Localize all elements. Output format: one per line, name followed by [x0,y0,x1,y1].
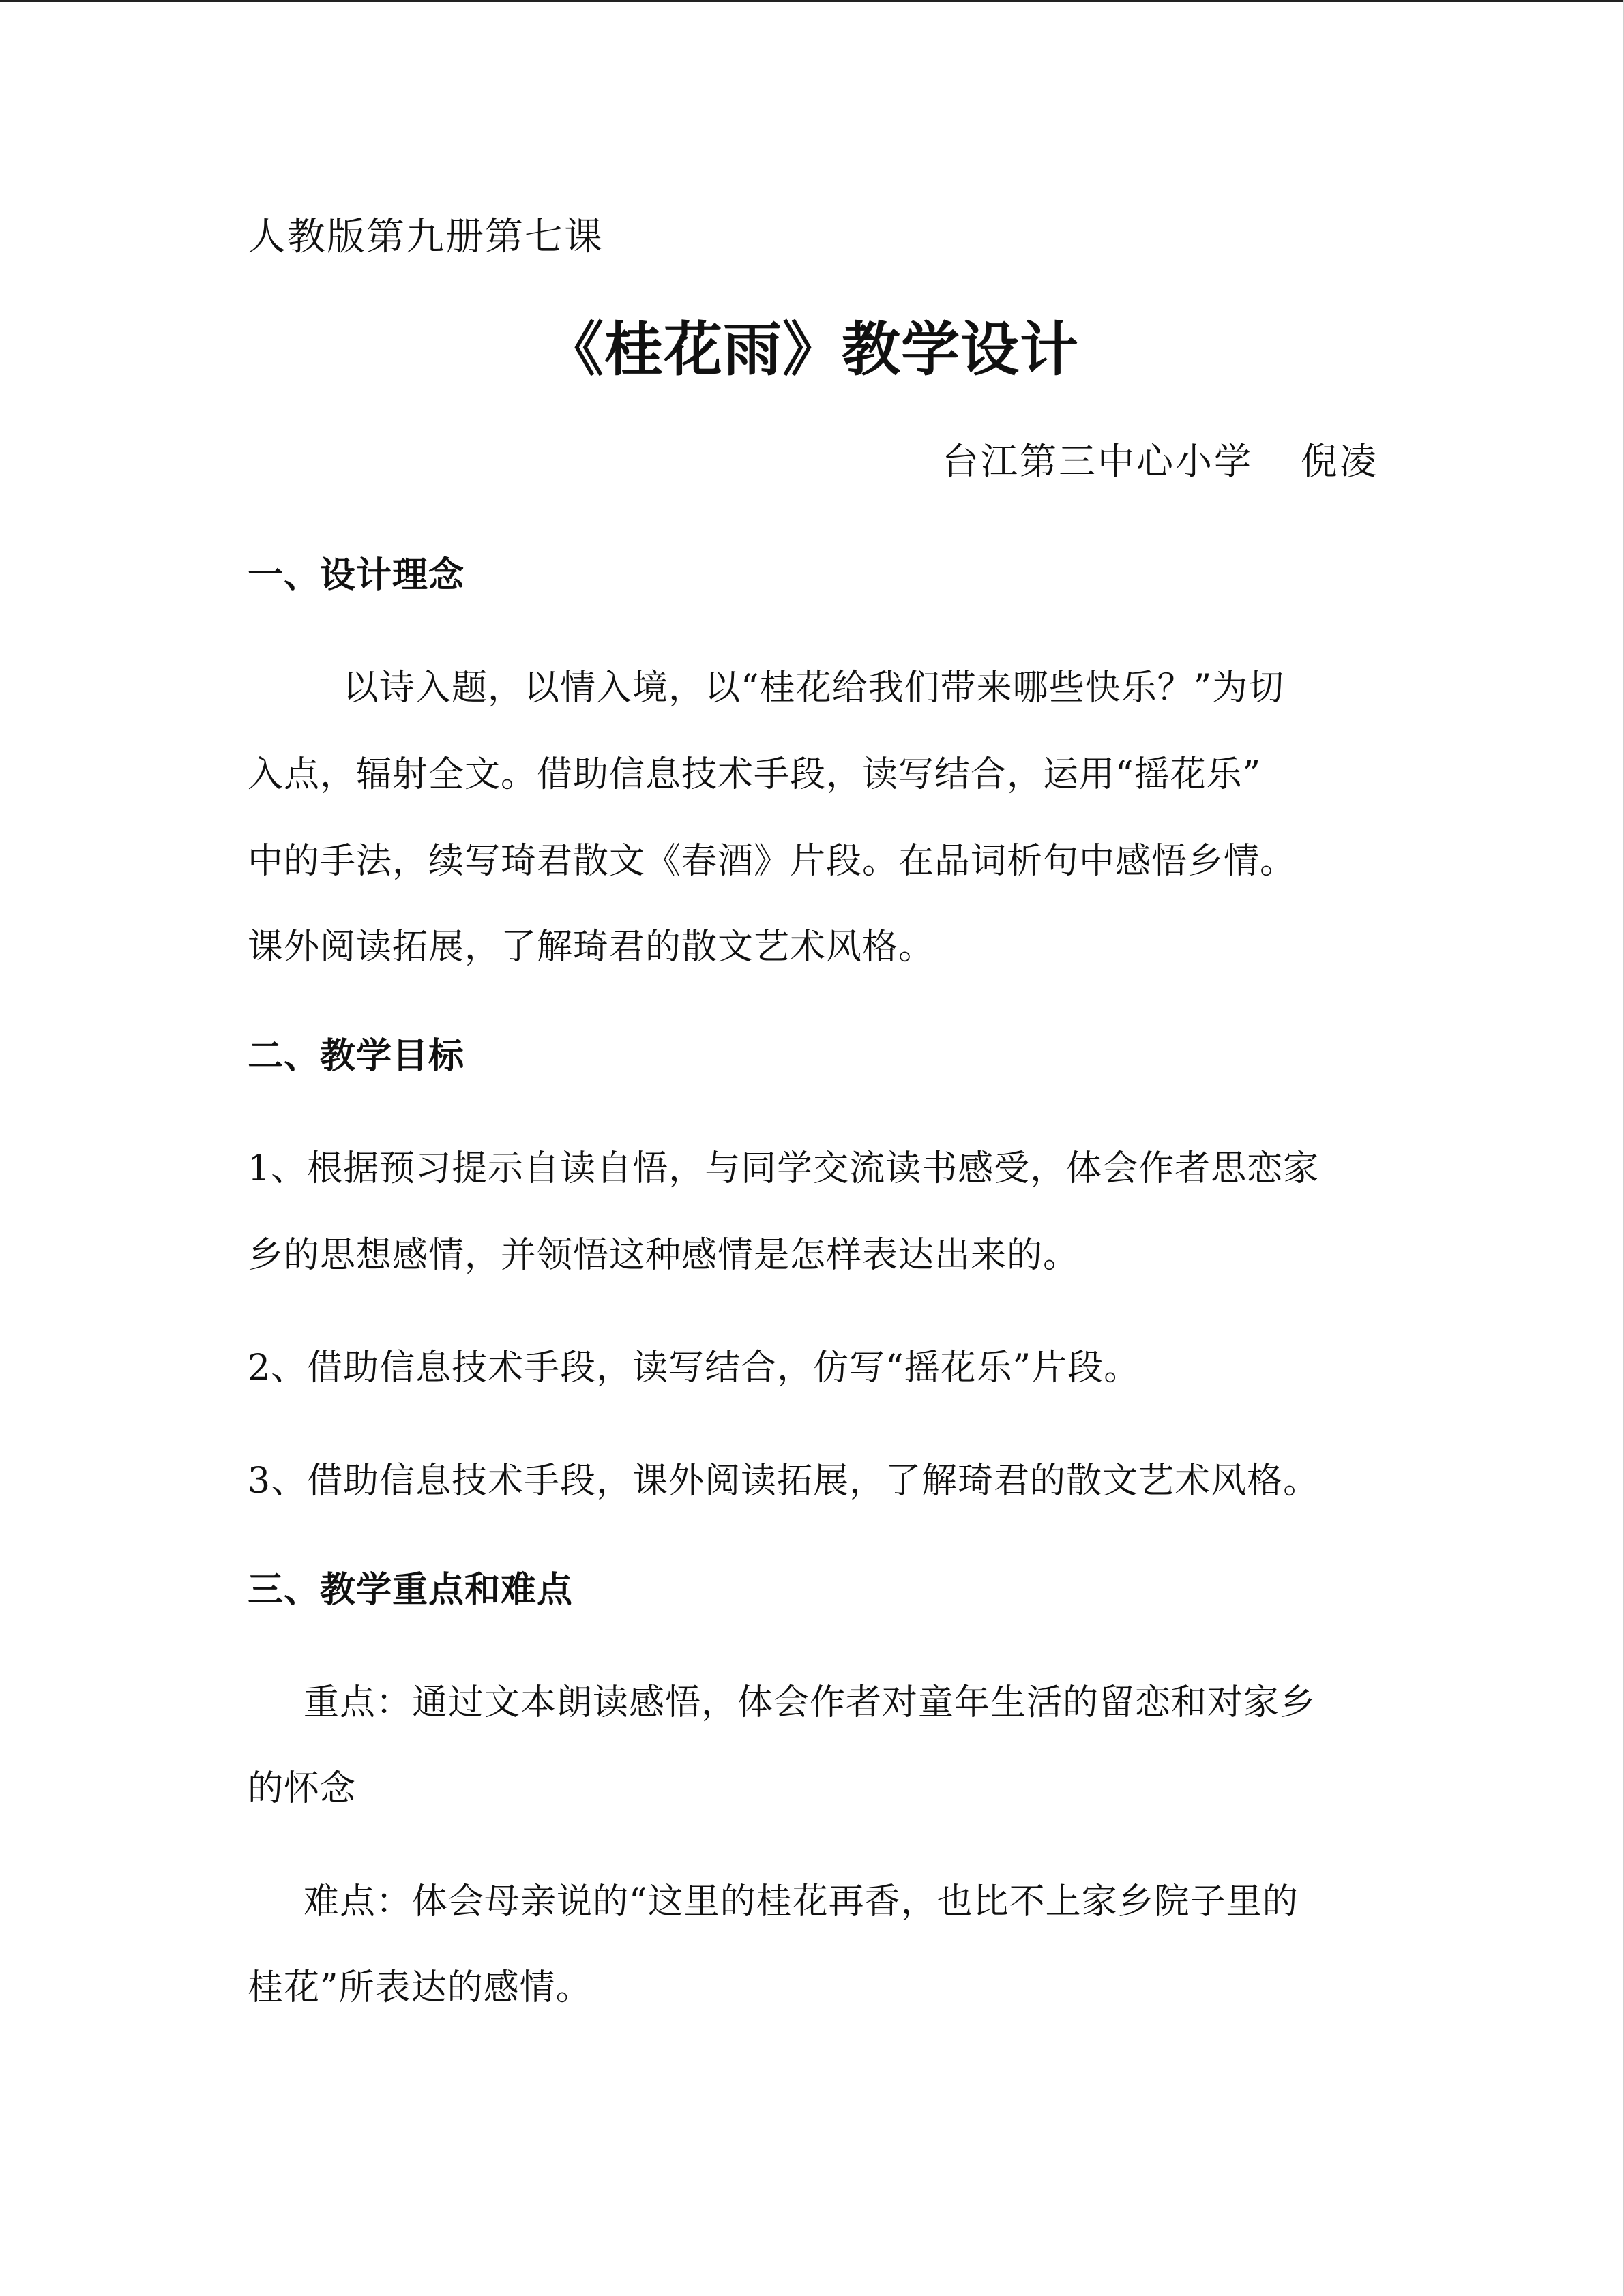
goal-item-1-line: 乡的思想感情，并领悟这种感情是怎样表达出来的。 [248,1235,1080,1276]
goal-item-3-line: 3、借助信息技术手段，课外阅读拓展，了解琦君的散文艺术风格。 [248,1461,1320,1502]
goal-item-1-line: 1、根据预习提示自读自悟，与同学交流读书感受，体会作者思恋家 [248,1148,1320,1189]
focus-line: 的怀念 [248,1768,357,1809]
section-heading-key-points: 三、教学重点和难点 [248,1569,574,1611]
paragraph-line: 课外阅读拓展，了解琦君的散文艺术风格。 [248,927,935,968]
paragraph-line: 中的手法，续写琦君散文《春酒》片段。在品词析句中感悟乡情。 [248,841,1297,882]
paragraph-line: 以诗入题，以情入境，以“桂花给我们带来哪些快乐？”为切 [343,668,1285,709]
textbook-series-label: 人教版第九册第七课 [248,215,604,259]
goal-item-2-line: 2、借助信息技术手段，读写结合，仿写“摇花乐”片段。 [248,1347,1140,1388]
section-heading-teaching-goals: 二、教学目标 [248,1035,465,1077]
difficulty-line: 难点：体会母亲说的“这里的桂花再香，也比不上家乡院子里的 [304,1881,1299,1922]
document-title: 《桂花雨》教学设计 [545,315,1079,384]
author-line [942,440,1378,483]
section-heading-design-concept: 一、设计理念 [248,554,465,596]
focus-line: 重点：通过文本朗读感悟，体会作者对童年生活的留恋和对家乡 [304,1682,1316,1723]
paragraph-line: 入点，辐射全文。借助信息技术手段，读写结合，运用“摇花乐” [248,754,1262,795]
difficulty-line: 桂花”所表达的感情。 [248,1967,592,2008]
teacher-name: 倪凌 [1301,440,1378,483]
school-name: 台江第三中心小学 [942,440,1253,483]
